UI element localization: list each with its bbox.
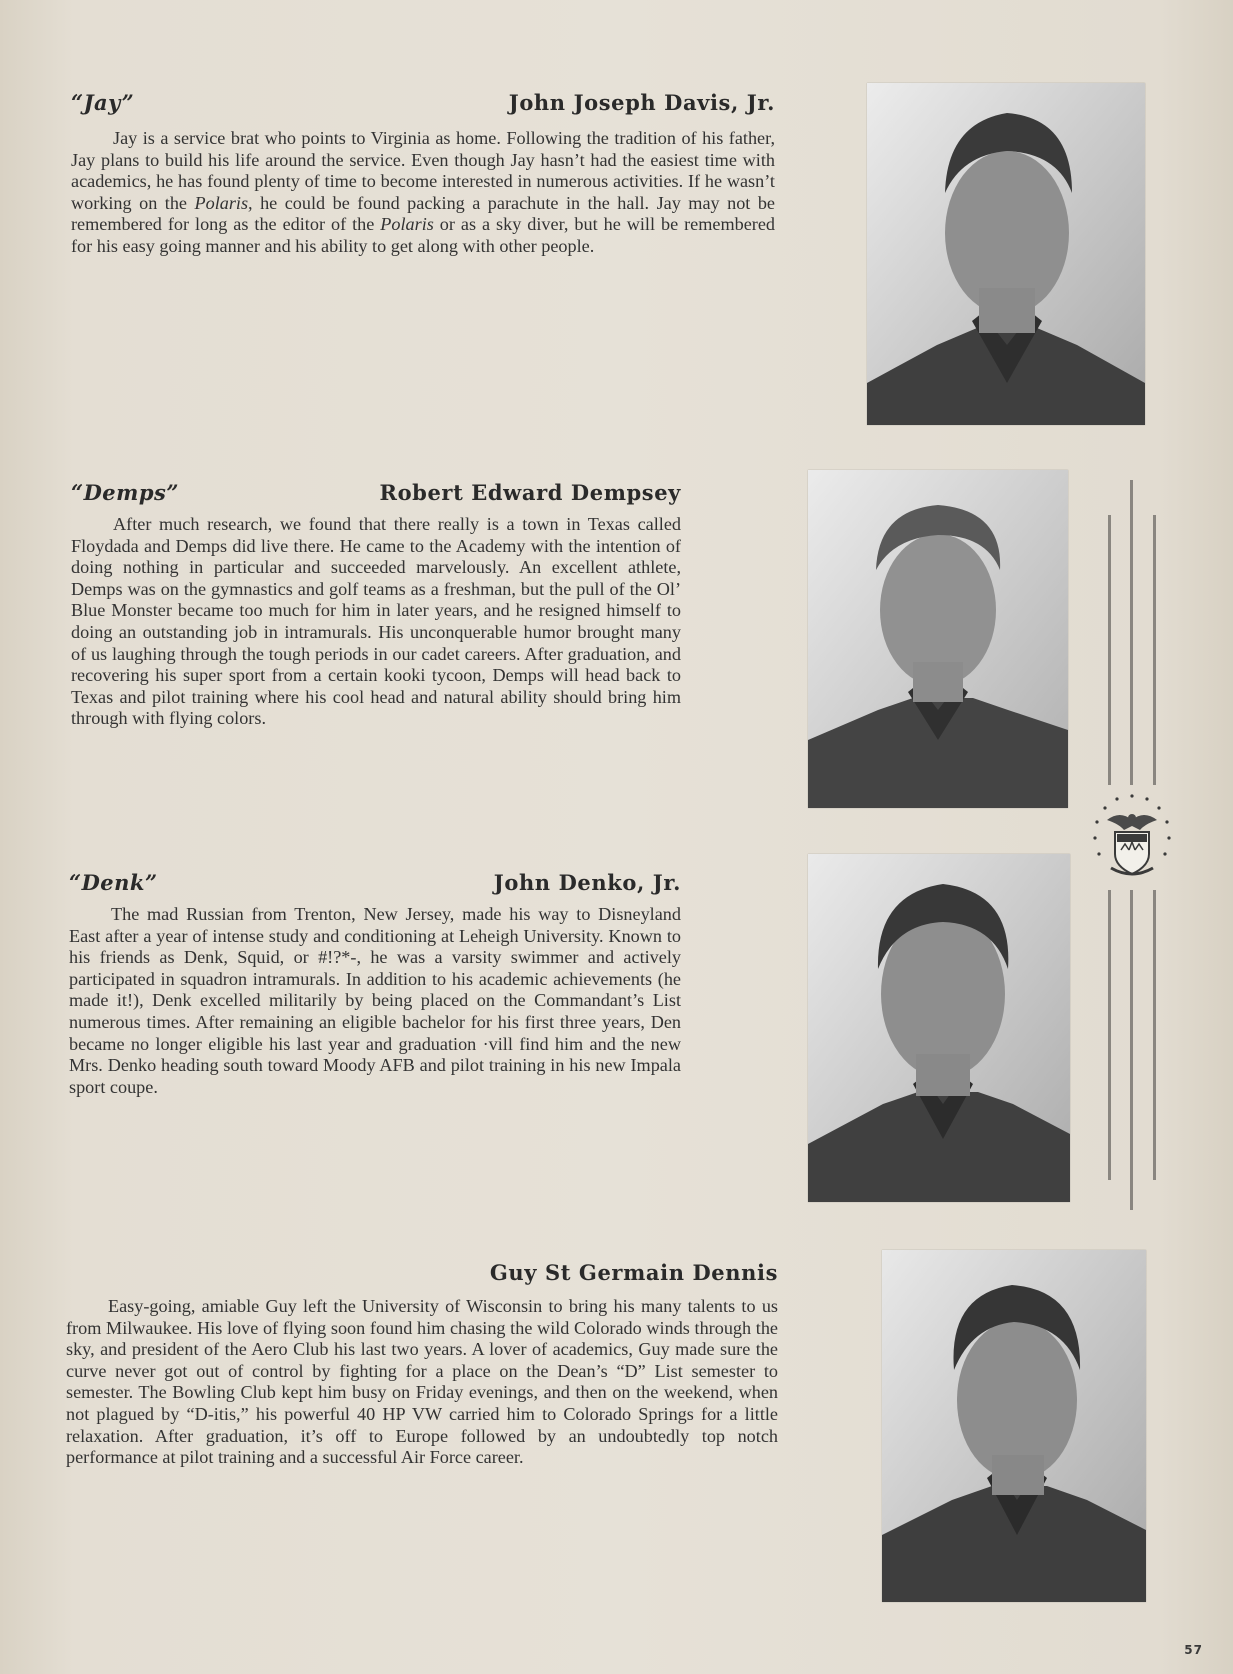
air-force-academy-crest-icon (1085, 790, 1180, 885)
decorative-rule (1153, 890, 1156, 1180)
nickname: “Denk” (69, 870, 158, 895)
decorative-rule (1130, 480, 1133, 785)
cadet-name: John Joseph Davis, Jr. (508, 90, 775, 115)
nickname: “Demps” (71, 480, 179, 505)
cadet-bio: After much research, we found that there really is a town in Texas called Floydada and Demps did live there. He came to the Academy with the intention of doing nothing in particular and succeeded marvelously. An excellent athlete, Demps was on the gymnastics and golf teams as a freshman, but the pull of the Ol’ Blue Monster became too much for him in later years, and he resigned himself to doing an outstanding job in intramurals. His unconquerable humor brought many of us laughing through the tough periods in our cadet careers. After graduation, and recovering his super sport from a certain kooki tycoon, Demps will head back to Texas and pilot training where his cool head and natural ability should bring him through with flying colors. (71, 514, 681, 729)
decorative-rule (1153, 515, 1156, 785)
cadet-portrait-photo (867, 83, 1145, 425)
cadet-bio: The mad Russian from Trenton, New Jersey, made his way to Disneyland East after a year of intense study and conditioning at Leheigh University. Known to his friends as Denk, Squid, or #!?*-, he was a varsity swimmer and actively participated in squadron intramurals. In addition to his academic achievements (he made it!), Denk excelled militarily by being placed on the Commandant’s List numerous times. After remaining an eligible bachelor for his first three years, Den became no longer eligible his last year and graduation ·vill find him and the new Mrs. Denko heading south toward Moody AFB and pilot training in his new Impala sport coupe. (69, 904, 681, 1097)
cadet-portrait-photo (808, 470, 1068, 808)
cadet-name: John Denko, Jr. (493, 870, 681, 895)
cadet-portrait-photo (808, 854, 1070, 1202)
decorative-rule (1108, 890, 1111, 1180)
cadet-entry-dempsey (71, 480, 681, 780)
decorative-rule (1130, 890, 1133, 1210)
cadet-entry-davis (71, 90, 775, 310)
cadet-bio: Jay is a service brat who points to Virginia as home. Following the tradition of his father, Jay plans to build his life around the service. Even though Jay hasn’t had the easiest time with academics, he has found plenty of time to become interested in numerous activities. If he wasn’t working on the Polaris, he could be found packing a parachute in the hall. Jay may not be remembered for long as the editor of the Polaris or as a sky diver, but he will be remembered for his easy going manner and his ability to get along with other people. (71, 128, 775, 256)
cadet-name: Guy St Germain Dennis (489, 1260, 778, 1285)
cadet-name: Robert Edward Dempsey (379, 480, 681, 505)
cadet-portrait-photo (882, 1250, 1146, 1602)
decorative-rule (1108, 515, 1111, 785)
cadet-bio: Easy-going, amiable Guy left the University of Wisconsin to bring his many talents to us from Milwaukee. His love of flying soon found him chasing the wild Colorado winds through the sky, and president of the Aero Club his last two years. A lover of academics, Guy made sure the curve never got out of control by fighting for a place on the Dean’s “D” List semester to semester. The Bowling Club kept him busy on Friday evenings, and then on the weekend, when not plagued by “D-itis,” his powerful 40 HP VW carried him to Colorado Springs for a little relaxation. After graduation, it’s off to Europe followed by an undoubtedly top notch performance at pilot training and a successful Air Force career. (66, 1296, 778, 1468)
cadet-entry-dennis (66, 1260, 778, 1520)
nickname: “Jay” (71, 90, 135, 115)
page-number: 57 (1184, 1643, 1203, 1657)
cadet-entry-denko (69, 870, 681, 1170)
